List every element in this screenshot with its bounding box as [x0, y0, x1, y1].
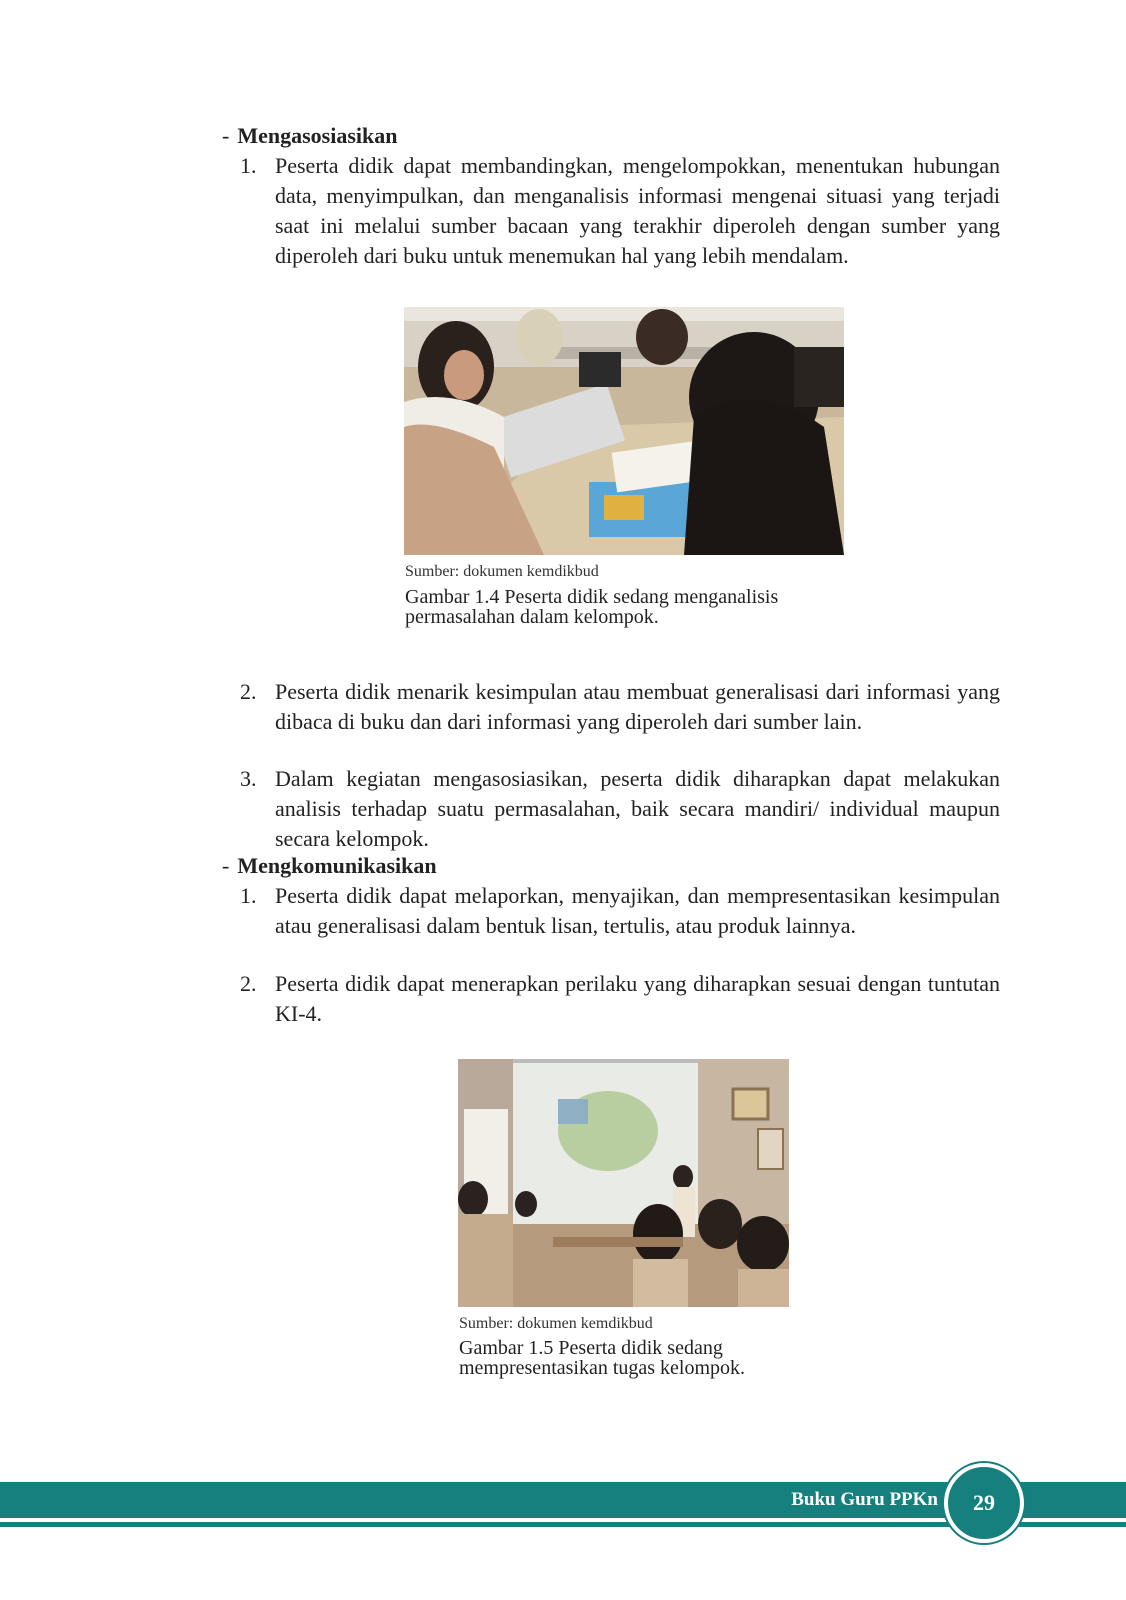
list-item [240, 764, 998, 854]
list-item-number: 2. [240, 679, 257, 704]
list-item-text: Dalam kegiatan mengasosiasikan, peserta didik diharapkan dapat melakukan analisis terhadap suatu permasalahan, baik secara mandiri/ individual maupun secara kelompok. [275, 766, 1000, 851]
figure-1-4-caption-line-1: Gambar 1.4 Peserta didik sedang menganalisis [405, 586, 779, 608]
footer-book-title: Buku Guru PPKn [791, 1489, 938, 1510]
figure-1-4-source: Sumber: dokumen kemdikbud [405, 563, 599, 580]
figure-1-5-photo [458, 1059, 789, 1307]
list-item-text: Peserta didik dapat melaporkan, menyajikan, dan mempresentasikan kesimpulan atau generalisasi dalam bentuk lisan, tertulis, atau produk lainnya. [275, 883, 1000, 938]
list-item-text: Peserta didik dapat menerapkan perilaku yang diharapkan sesuai dengan tuntutan KI-4. [275, 971, 1000, 1026]
heading-title: Mengkomunikasikan [237, 853, 437, 878]
heading-dash: - [222, 123, 230, 148]
list-item [240, 151, 998, 301]
page-number: 29 [944, 1463, 1024, 1543]
group-discussion-photo [404, 307, 844, 555]
heading-dash: - [222, 853, 230, 878]
figure-1-4-caption-line-2: permasalahan dalam kelompok. [405, 606, 659, 628]
presentation-photo [458, 1059, 789, 1307]
section-heading-mengkomunikasikan [222, 852, 437, 880]
list-item [240, 969, 998, 1029]
list-item-text: Peserta didik dapat membandingkan, mengelompokkan, menentukan hubungan data, menyimpulkan, dan menganalisis informasi mengenai situasi yang terjadi saat ini melalui sumber bacaan yang terakhir diperoleh dengan sumber yang diperoleh dari buku untuk menemukan hal yang lebih mendalam. [275, 153, 1000, 268]
figure-1-5-source: Sumber: dokumen kemdikbud [459, 1315, 653, 1332]
list-item [240, 677, 998, 767]
figure-1-5-caption-line-2: mempresentasikan tugas kelompok. [459, 1357, 746, 1379]
list-item-number: 3. [240, 766, 257, 791]
heading-title: Mengasosiasikan [237, 123, 398, 148]
list-item [240, 881, 998, 971]
list-item-text: Peserta didik menarik kesimpulan atau membuat generalisasi dari informasi yang dibaca di buku dan dari informasi yang diperoleh dari sumber lain. [275, 679, 1000, 734]
list-item-number: 1. [240, 153, 257, 178]
section-heading-mengasosiasikan [222, 122, 397, 150]
figure-1-4-photo [404, 307, 844, 555]
figure-1-5-caption-line-1: Gambar 1.5 Peserta didik sedang [459, 1337, 723, 1359]
list-item-number: 2. [240, 971, 257, 996]
list-item-number: 1. [240, 883, 257, 908]
